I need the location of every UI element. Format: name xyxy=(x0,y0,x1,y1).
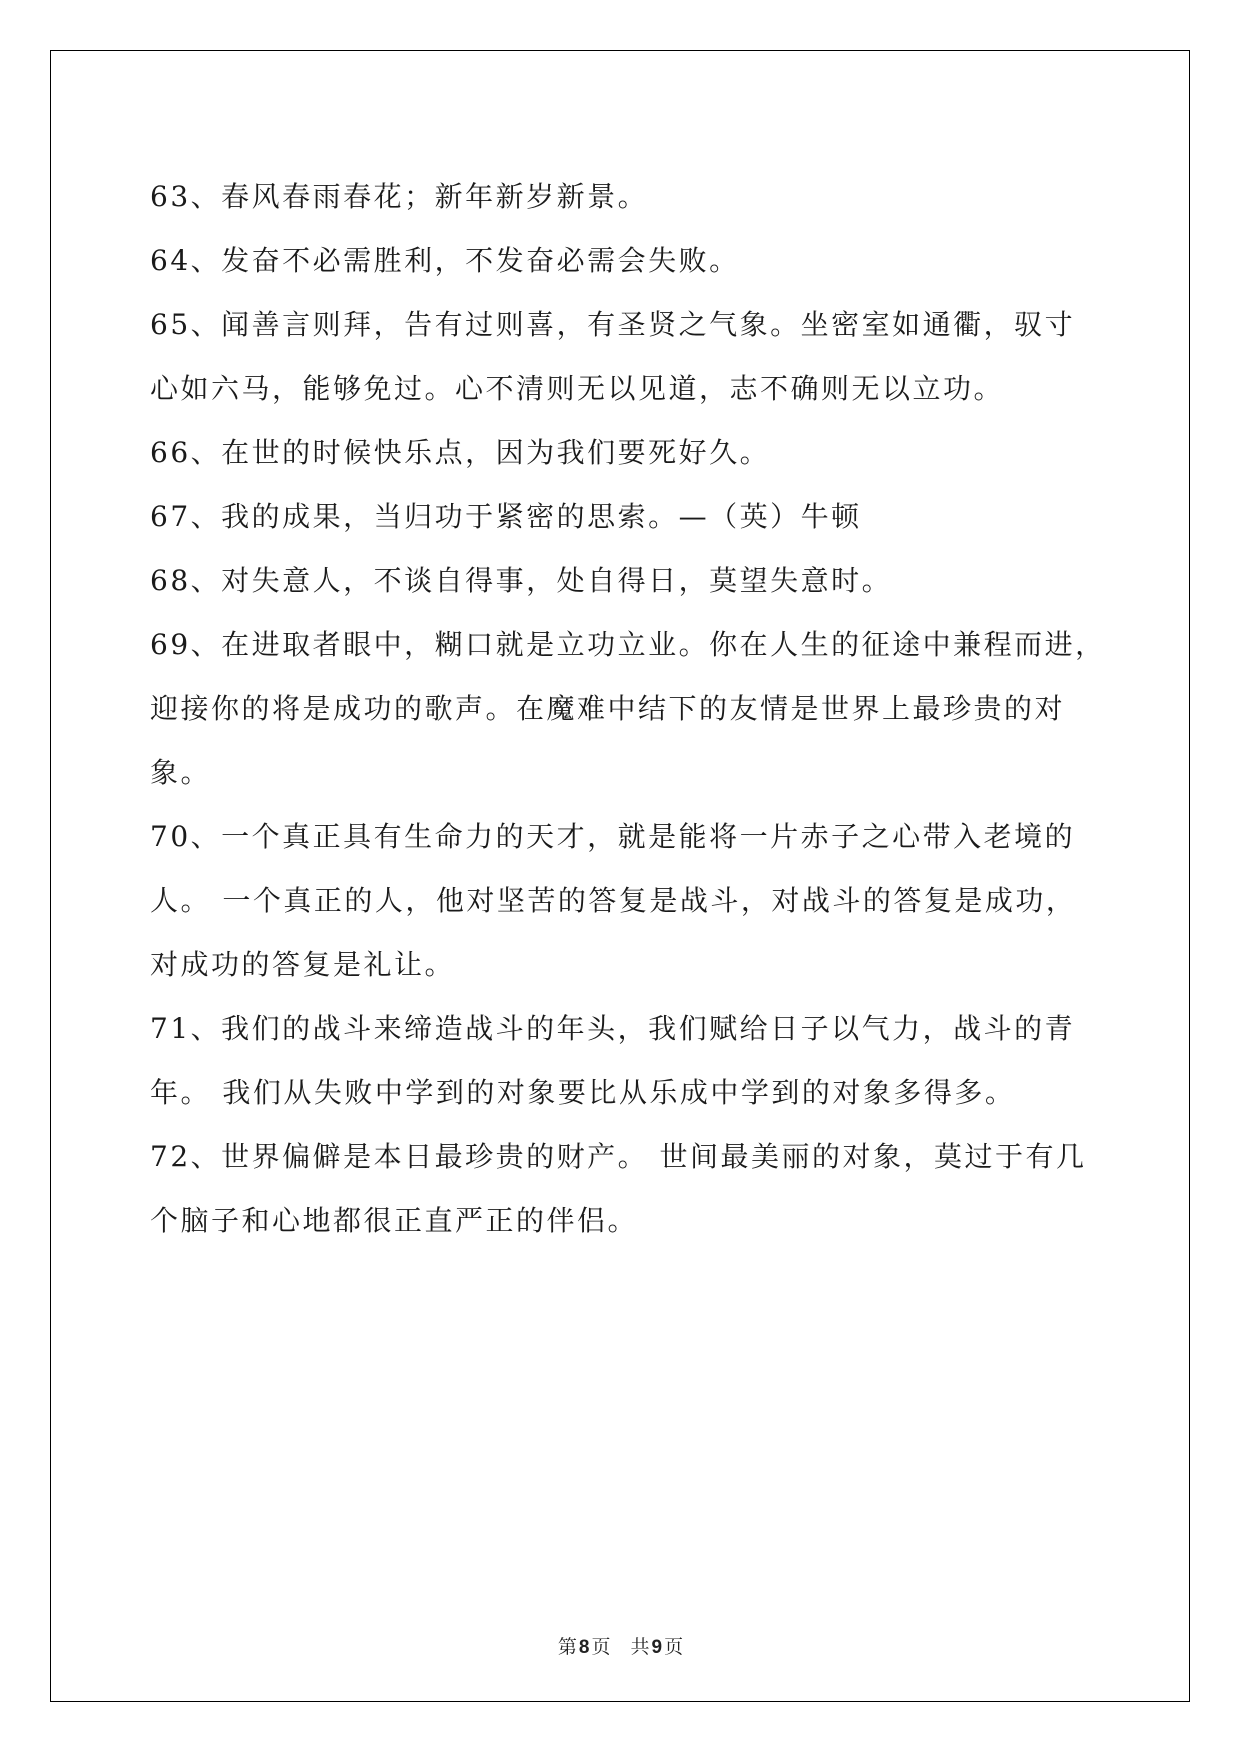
text-line: 年。 我们从失败中学到的对象要比从乐成中学到的对象多得多。 xyxy=(150,1076,1016,1109)
footer-page-suffix: 页 xyxy=(591,1636,611,1658)
text-line: 72、世界偏僻是本日最珍贵的财产。 世间最美丽的对象，莫过于有几 xyxy=(150,1140,1087,1173)
text-line: 65、闻善言则拜，告有过则喜，有圣贤之气象。坐密室如通衢，驭寸 xyxy=(150,308,1076,341)
text-line: 71、我们的战斗来缔造战斗的年头，我们赋给日子以气力，战斗的青 xyxy=(150,1012,1076,1045)
page-footer xyxy=(0,1632,1241,1659)
text-line: 67、我的成果，当归功于紧密的思索。—（英）牛顿 xyxy=(150,500,862,533)
text-line: 心如六马，能够免过。心不清则无以见道，志不确则无以立功。 xyxy=(150,372,1005,405)
text-line: 63、春风春雨春花；新年新岁新景。 xyxy=(150,180,649,213)
current-page-number: 8 xyxy=(578,1637,590,1658)
document-body xyxy=(150,165,1110,1253)
footer-total-prefix: 共 xyxy=(630,1636,650,1658)
text-line: 68、对失意人，不谈自得事，处自得日，莫望失意时。 xyxy=(150,564,893,597)
text-line: 迎接你的将是成功的歌声。在魔难中结下的友情是世界上最珍贵的对 xyxy=(150,692,1066,725)
text-line: 象。 xyxy=(150,756,212,789)
text-line: 69、在进取者眼中，糊口就是立功立业。你在人生的征途中兼程而进， xyxy=(150,628,1106,661)
text-line: 66、在世的时候快乐点，因为我们要死好久。 xyxy=(150,436,771,469)
text-line: 个脑子和心地都很正直严正的伴侣。 xyxy=(150,1204,639,1237)
footer-prefix: 第 xyxy=(557,1636,577,1658)
text-line: 64、发奋不必需胜利，不发奋必需会失败。 xyxy=(150,244,740,277)
text-line: 对成功的答复是礼让。 xyxy=(150,948,456,981)
footer-total-suffix: 页 xyxy=(664,1636,684,1658)
text-line: 70、一个真正具有生命力的天才，就是能将一片赤子之心带入老境的 xyxy=(150,820,1076,853)
text-line: 人。 一个真正的人，他对坚苦的答复是战斗，对战斗的答复是成功， xyxy=(150,884,1077,917)
total-page-count: 9 xyxy=(651,1637,663,1658)
